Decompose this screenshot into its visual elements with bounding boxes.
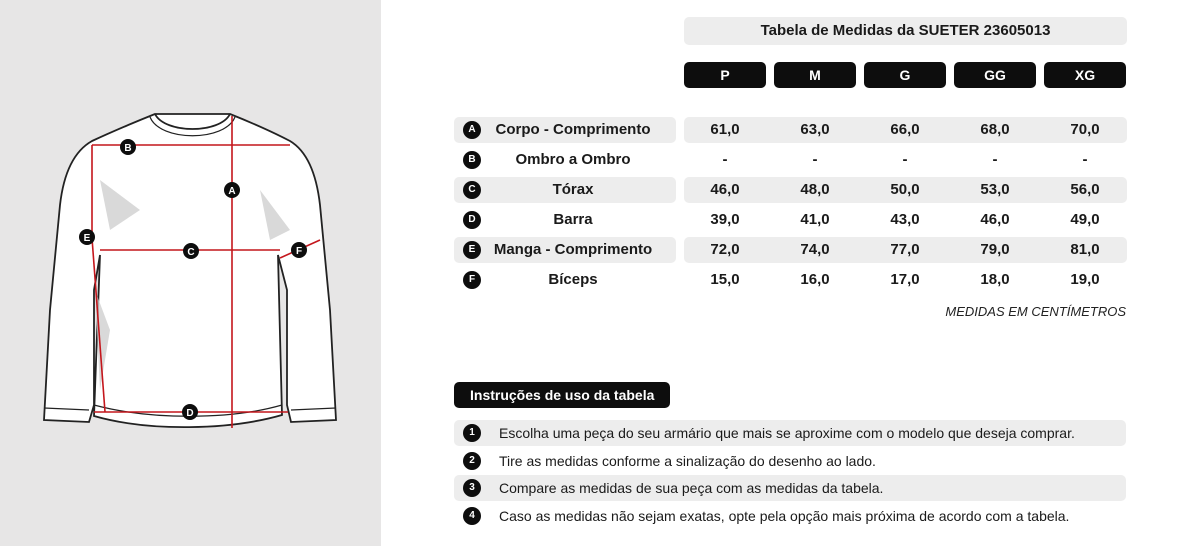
table-cell: - <box>812 151 818 168</box>
row-label: Bíceps <box>548 271 598 288</box>
table-cell: 61,0 <box>710 121 740 138</box>
table-cell: 81,0 <box>1070 241 1100 258</box>
table-cell: 63,0 <box>800 121 830 138</box>
marker-b-label: B <box>124 143 132 154</box>
row-badge: B <box>463 151 481 169</box>
row-badge: D <box>463 211 481 229</box>
table-cell: 41,0 <box>800 211 830 228</box>
table-cell: - <box>992 151 998 168</box>
marker-a-label: A <box>228 186 236 197</box>
table-cell: 17,0 <box>890 271 920 288</box>
marker-c-label: C <box>187 247 195 258</box>
step-text: Caso as medidas não sejam exatas, opte pela opção mais próxima de acordo com a tabela. <box>499 508 1070 524</box>
step-badge: 4 <box>463 507 481 525</box>
step-badge: 1 <box>463 424 481 442</box>
table-cell: 39,0 <box>710 211 740 228</box>
table-cell: 66,0 <box>890 121 920 138</box>
table-cell: 72,0 <box>710 241 740 258</box>
step-badge: 2 <box>463 452 481 470</box>
table-cell: 68,0 <box>980 121 1010 138</box>
table-cell: - <box>902 151 908 168</box>
table-cell: 43,0 <box>890 211 920 228</box>
table-cell: 46,0 <box>980 211 1010 228</box>
table-cell: 19,0 <box>1070 271 1100 288</box>
row-label: Manga - Comprimento <box>493 241 653 258</box>
garment-illustration-panel <box>0 0 381 546</box>
table-cell: 77,0 <box>890 241 920 258</box>
row-label: Barra <box>553 211 593 228</box>
size-header-p: P <box>684 62 766 88</box>
table-cell: 50,0 <box>890 181 920 198</box>
marker-d-label: D <box>186 408 194 419</box>
table-cell: 56,0 <box>1070 181 1100 198</box>
step-text: Compare as medidas de sua peça com as medidas da tabela. <box>499 480 884 496</box>
table-cell: 53,0 <box>980 181 1010 198</box>
table-cell: 79,0 <box>980 241 1010 258</box>
table-cell: 15,0 <box>710 271 740 288</box>
size-header-m: M <box>774 62 856 88</box>
row-badge: F <box>463 271 481 289</box>
row-badge: A <box>463 121 481 139</box>
size-header-xg: XG <box>1044 62 1126 88</box>
size-header-g: G <box>864 62 946 88</box>
table-cell: - <box>1082 151 1088 168</box>
table-cell: - <box>722 151 728 168</box>
sweater-diagram <box>0 0 381 546</box>
table-cell: 16,0 <box>800 271 830 288</box>
row-label: Tórax <box>552 181 594 198</box>
size-header-gg: GG <box>954 62 1036 88</box>
table-cell: 74,0 <box>800 241 830 258</box>
marker-e-label: E <box>83 233 91 244</box>
instructions-title: Instruções de uso da tabela <box>454 382 670 408</box>
row-badge: E <box>463 241 481 259</box>
table-cell: 70,0 <box>1070 121 1100 138</box>
units-note: MEDIDAS EM CENTÍMETROS <box>945 304 1126 319</box>
row-label: Ombro a Ombro <box>515 151 631 168</box>
table-cell: 48,0 <box>800 181 830 198</box>
step-badge: 3 <box>463 479 481 497</box>
table-cell: 49,0 <box>1070 211 1100 228</box>
step-text: Escolha uma peça do seu armário que mais se aproxime com o modelo que deseja comprar. <box>499 425 1075 441</box>
sweater-outline <box>44 114 336 427</box>
table-cell: 18,0 <box>980 271 1010 288</box>
table-title: Tabela de Medidas da SUETER 23605013 <box>684 17 1127 45</box>
marker-f-label: F <box>295 246 303 257</box>
row-badge: C <box>463 181 481 199</box>
table-cell: 46,0 <box>710 181 740 198</box>
row-label: Corpo - Comprimento <box>495 121 651 138</box>
step-text: Tire as medidas conforme a sinalização do desenho ao lado. <box>499 453 876 469</box>
